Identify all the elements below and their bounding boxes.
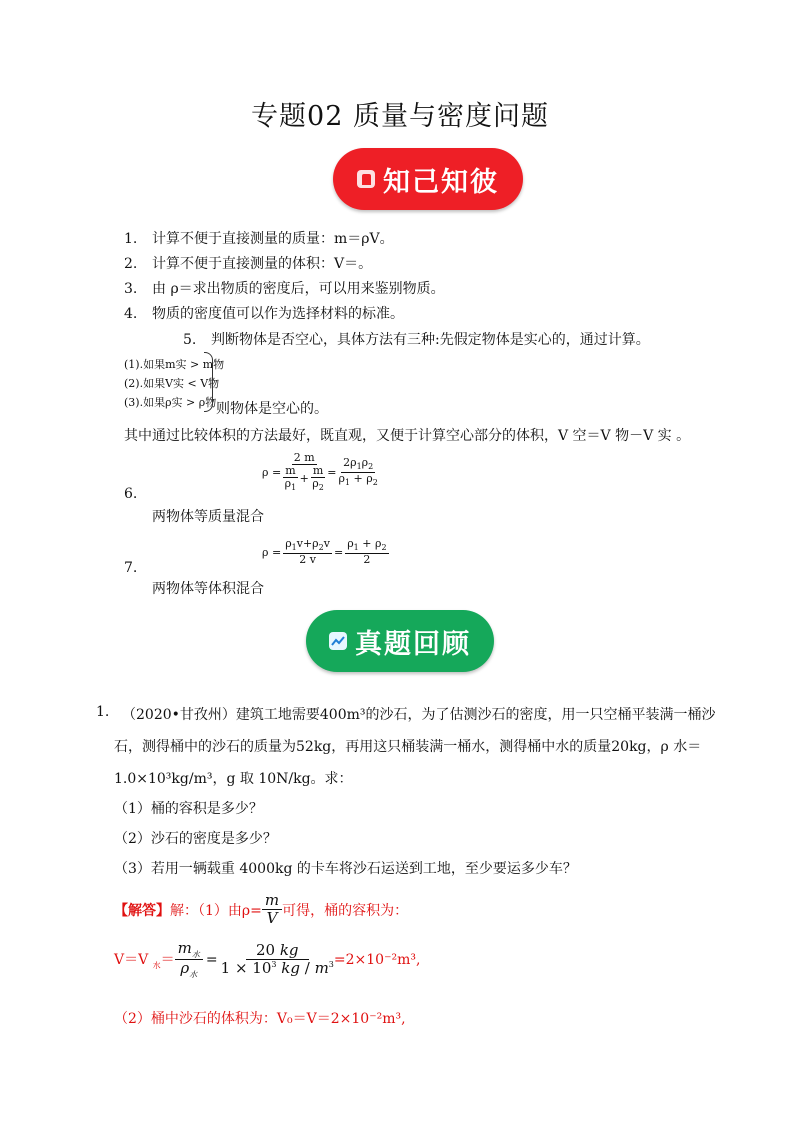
- volume-mix-formula: ρ = $\frac{\rho_1v+\rho_2v}{2 v}$ = $\frac{\rho_1 + \rho_2}{2}$: [262, 537, 387, 566]
- page-title: 专题02 质量与密度问题: [251, 101, 549, 132]
- problem-stem-line-3: 1.0×10³kg/m³，g 取 10N/kg。求：: [114, 771, 353, 787]
- condition-brace: [204, 352, 213, 412]
- answer-line-2: （2）桶中沙石的体积为：V₀＝V＝2×10⁻²m³,: [114, 1011, 406, 1027]
- answer-intro-text: 解：（1）由ρ=: [170, 902, 262, 919]
- answer-intro-tail: 可得，桶的容积为：: [282, 902, 409, 919]
- condition-1: (1).如果m实 > m物: [124, 358, 225, 371]
- best-method-text: 其中通过比较体积的方法最好，既直观，又便于计算空心部分的体积，V 空＝V 物－V 实 。: [124, 428, 691, 444]
- chart-icon: [329, 632, 347, 650]
- answer-volume-result: =2×10⁻²m³,: [333, 951, 421, 968]
- question-2: （2）沙石的密度是多少？: [114, 831, 277, 847]
- knowledge-item-4: 4. 物质的密度值可以作为选择材料的标准。: [124, 306, 404, 322]
- knowledge-item-2: 2. 计算不便于直接测量的体积：V＝。: [124, 256, 373, 272]
- badge-label: 知己知彼: [383, 166, 499, 198]
- condition-3: (3).如果ρ实 > ρ物: [124, 396, 217, 409]
- problem-number: 1.: [96, 704, 110, 720]
- problem-stem-line-1: （2020•甘孜州）建筑工地需要400m³的沙石，为了估测沙石的密度，用一只空桶平装满一桶沙: [122, 707, 716, 723]
- badge-label: 真题回顾: [355, 628, 471, 660]
- answer-tag: 【解答】: [114, 902, 170, 919]
- answer-volume-formula: V＝V $_水$＝ $m_水$ $\rho_水$ = $\frac{20 kg}{1 \times 10^3 kg / m^3}$ =2×10⁻²m³,: [114, 939, 421, 980]
- item-6-number: 6.: [124, 486, 138, 502]
- bookmark-icon: [357, 170, 375, 188]
- knowledge-item-5: 5. 判断物体是否空心，具体方法有三种:先假定物体是实心的，通过计算。: [183, 332, 650, 348]
- question-3: （3）若用一辆载重 4000kg 的卡车将沙石运送到工地，至少要运多少车？: [114, 861, 577, 877]
- condition-2: (2).如果V实 < V物: [124, 377, 220, 390]
- problem-stem-line-2: 石，测得桶中的沙石的质量为52kg，再用这只桶装满一桶水，测得桶中水的质量20kg，ρ 水＝: [114, 739, 702, 755]
- item-6-caption: 两物体等质量混合: [152, 509, 264, 525]
- section-badge-review: [306, 610, 494, 672]
- hollow-conclusion: 则物体是空心的。: [216, 401, 328, 417]
- answer-intro: 【解答】 解：（1）由ρ= $\frac{m}{V}$ 可得，桶的容积为：: [114, 891, 409, 928]
- question-1: （1）桶的容积是多少？: [114, 801, 263, 817]
- mass-mix-formula: ρ = 2 m $\frac{m}{\rho_1}$ + $\frac{m}{\rho_2}$ = $\frac{2\rho_1\rho_2}{\rho_1 + \rho_2}$: [262, 451, 378, 493]
- knowledge-item-3: 3. 由 ρ＝求出物质的密度后，可以用来鉴别物质。: [124, 281, 445, 297]
- section-badge-knowledge: [333, 148, 523, 210]
- knowledge-item-1: 1. 计算不便于直接测量的质量：m＝ρV。: [124, 231, 394, 247]
- item-7-number: 7.: [124, 560, 138, 576]
- item-7-caption: 两物体等体积混合: [152, 581, 264, 597]
